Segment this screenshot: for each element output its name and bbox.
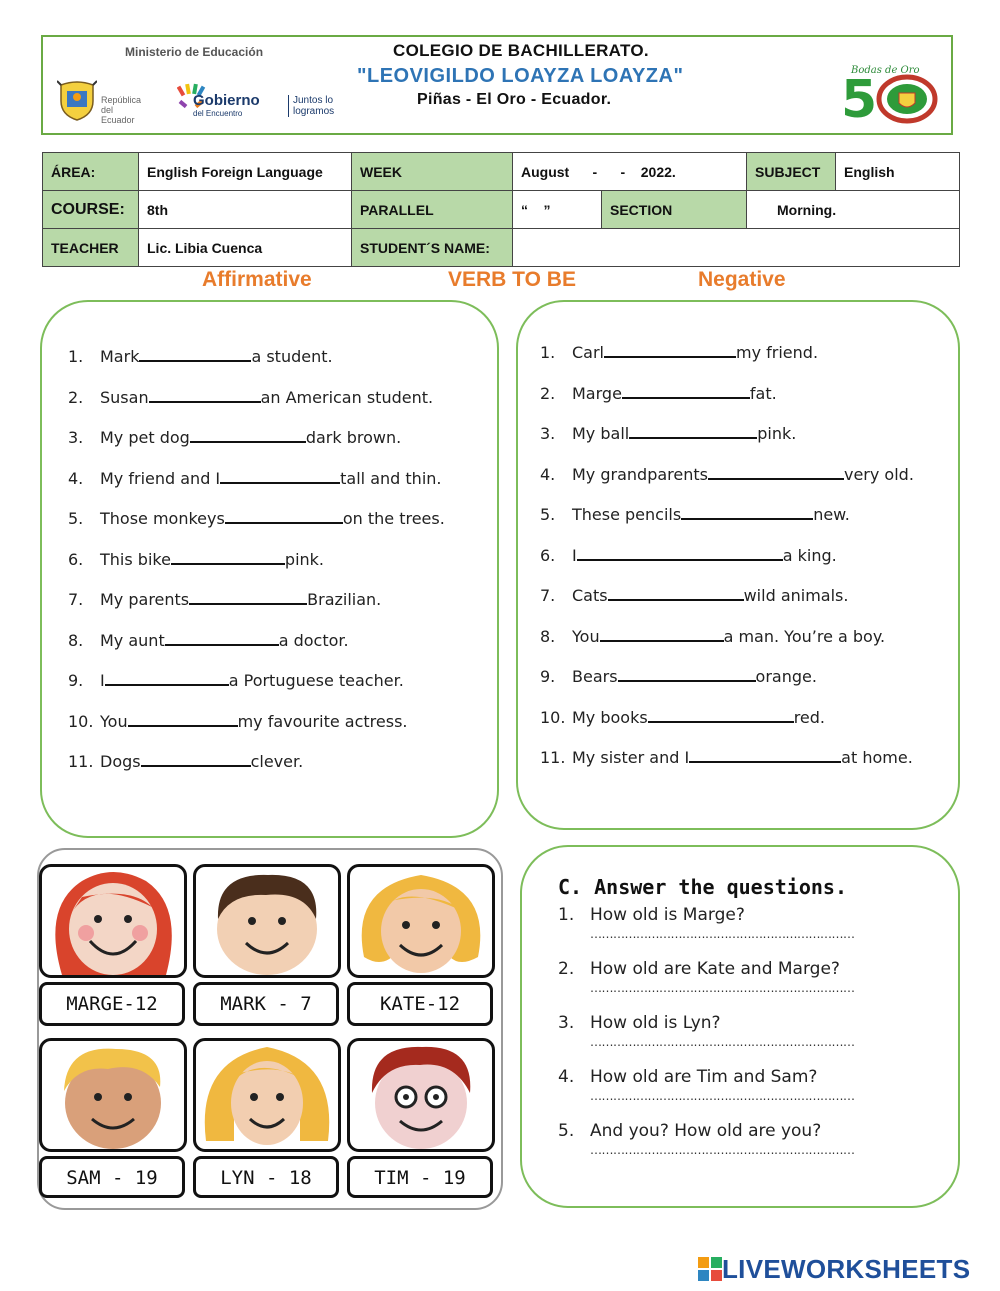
kate-face-icon — [350, 867, 492, 975]
face-label: KATE-12 — [347, 982, 493, 1026]
answer-blank[interactable] — [189, 589, 307, 605]
list-item: 9. Bears orange. — [540, 667, 817, 686]
list-item: 3. How old is Lyn? …………………………………………………………… — [558, 1013, 855, 1049]
sam-face-card — [39, 1038, 187, 1152]
course-label: COURSE: — [43, 191, 139, 229]
affirmative-title: Affirmative — [202, 268, 312, 291]
parallel-value: “ ” — [513, 191, 602, 229]
ministry-label: Ministerio de Educación — [125, 45, 264, 59]
answer-blank[interactable] — [225, 508, 343, 524]
answer-blank[interactable] — [190, 427, 306, 443]
list-item: 5. And you? How old are you? …………………………………………………………… — [558, 1121, 855, 1157]
answer-blank[interactable] — [708, 464, 844, 480]
answer-blank[interactable] — [128, 711, 238, 727]
list-item: 11. Dogs clever. — [68, 752, 304, 771]
gobierno-label: Gobierno — [193, 92, 260, 109]
answer-blank[interactable] — [600, 626, 724, 642]
answer-blank[interactable] — [604, 342, 736, 358]
teacher-value: Lic. Libia Cuenca — [139, 229, 352, 267]
list-item: 6. This bike pink. — [68, 549, 325, 569]
list-item: 4. My grandparents very old. — [540, 464, 914, 484]
list-item: 2. How old are Kate and Marge? …………………………………………………………… — [558, 959, 855, 995]
face-label: LYN - 18 — [193, 1156, 339, 1198]
list-item: 2. Susan an American student. — [68, 387, 434, 407]
face-label: MARK - 7 — [193, 982, 339, 1026]
verb-to-be-title: VERB TO BE — [448, 268, 576, 291]
list-item: 10. My books red. — [540, 707, 826, 727]
answer-blank[interactable] — [681, 504, 813, 520]
list-item: 5. Those monkeys on the trees. — [68, 509, 445, 528]
student-name-field[interactable] — [513, 229, 960, 267]
list-item: 7. My parents Brazilian. — [68, 590, 382, 609]
list-item: 5. These pencils new. — [540, 505, 850, 524]
school-line-1: COLEGIO DE BACHILLERATO. — [393, 41, 649, 60]
gobierno-sub-label: del Encuentro — [193, 109, 243, 118]
subject-label: SUBJECT — [747, 153, 836, 191]
section-value: Morning. — [747, 191, 960, 229]
answer-line[interactable]: …………………………………………………………… — [590, 927, 855, 941]
answer-line[interactable]: …………………………………………………………… — [590, 1035, 855, 1049]
answer-blank[interactable] — [139, 346, 251, 362]
answer-blank[interactable] — [618, 666, 756, 682]
tim-face-card — [347, 1038, 495, 1152]
area-label: ÁREA: — [43, 153, 139, 191]
questions-box — [520, 845, 960, 1208]
list-item: 4. How old are Tim and Sam? …………………………………………………………… — [558, 1067, 855, 1103]
school-name: "LEOVIGILDO LOAYZA LOAYZA" — [357, 65, 684, 87]
list-item: 1. Carl my friend. — [540, 343, 819, 362]
section-label: SECTION — [602, 191, 747, 229]
answer-blank[interactable] — [648, 707, 794, 723]
list-item: 11. My sister and I at home. — [540, 748, 913, 767]
list-item: 1. How old is Marge? …………………………………………………………… — [558, 905, 855, 941]
republic-label: República del Ecuador — [101, 95, 142, 125]
liveworksheets-brand — [698, 1254, 970, 1285]
info-table — [42, 152, 960, 267]
answer-blank[interactable] — [149, 387, 261, 403]
answer-blank[interactable] — [220, 468, 340, 484]
student-name-label: STUDENT´S NAME: — [352, 229, 513, 267]
parallel-label: PARALLEL — [352, 191, 513, 229]
mark-face-card — [193, 864, 341, 978]
answer-blank[interactable] — [577, 545, 783, 561]
juntos-label: Juntos lo logramos — [288, 95, 355, 117]
face-label: SAM - 19 — [39, 1156, 185, 1198]
list-item: 10. You my favourite actress. — [68, 711, 408, 731]
list-item: 4. My friend and I tall and thin. — [68, 468, 442, 488]
week-value: August - - 2022. — [513, 153, 747, 191]
questions-list — [558, 905, 855, 1175]
faces-panel — [37, 848, 503, 1210]
list-item: 3. My ball pink. — [540, 424, 797, 443]
answer-blank[interactable] — [689, 747, 841, 763]
answer-line[interactable]: …………………………………………………………… — [590, 1143, 855, 1157]
list-item: 2. Marge fat. — [540, 383, 777, 403]
answer-blank[interactable] — [105, 670, 229, 686]
negative-list — [540, 342, 914, 788]
affirmative-box — [40, 300, 499, 838]
answer-blank[interactable] — [622, 383, 750, 399]
list-item: 8. My aunt a doctor. — [68, 630, 349, 650]
answer-blank[interactable] — [141, 751, 251, 767]
marge-face-icon — [42, 867, 184, 975]
brand-label: LIVEWORKSHEETS — [722, 1254, 971, 1284]
list-item: 8. You a man. You’re a boy. — [540, 626, 886, 646]
list-item: 3. My pet dog dark brown. — [68, 428, 402, 447]
mark-face-icon — [196, 867, 338, 975]
svg-text:5: 5 — [841, 70, 878, 125]
lyn-face-icon — [196, 1041, 338, 1149]
face-label: TIM - 19 — [347, 1156, 493, 1198]
answer-blank[interactable] — [608, 585, 744, 601]
answer-line[interactable]: …………………………………………………………… — [590, 1089, 855, 1103]
list-item: 9. I a Portuguese teacher. — [68, 671, 404, 690]
affirmative-list — [68, 346, 445, 792]
subject-value: English — [836, 153, 960, 191]
school-header — [41, 35, 953, 135]
answer-line[interactable]: …………………………………………………………… — [590, 981, 855, 995]
week-label: WEEK — [352, 153, 513, 191]
negative-box — [516, 300, 960, 830]
liveworksheets-logo-icon — [698, 1257, 722, 1281]
course-value: 8th — [139, 191, 352, 229]
tim-face-icon — [350, 1041, 492, 1149]
kate-face-card — [347, 864, 495, 978]
anniversary-50-logo-icon — [841, 59, 941, 125]
list-item: 7. Cats wild animals. — [540, 586, 849, 605]
questions-title: C. Answer the questions. — [558, 875, 847, 899]
school-location: Piñas - El Oro - Ecuador. — [417, 91, 612, 108]
sam-face-icon — [42, 1041, 184, 1149]
answer-blank[interactable] — [171, 549, 285, 565]
teacher-label: TEACHER — [43, 229, 139, 267]
ecuador-shield-icon — [57, 79, 97, 121]
area-value: English Foreign Language — [139, 153, 352, 191]
lyn-face-card — [193, 1038, 341, 1152]
face-label: MARGE-12 — [39, 982, 185, 1026]
negative-title: Negative — [698, 268, 786, 291]
answer-blank[interactable] — [629, 423, 757, 439]
svg-text:Bodas de Oro: Bodas de Oro — [851, 65, 920, 76]
marge-face-card — [39, 864, 187, 978]
list-item: 1. Mark a student. — [68, 347, 333, 366]
answer-blank[interactable] — [165, 630, 279, 646]
list-item: 6. I a king. — [540, 545, 837, 565]
